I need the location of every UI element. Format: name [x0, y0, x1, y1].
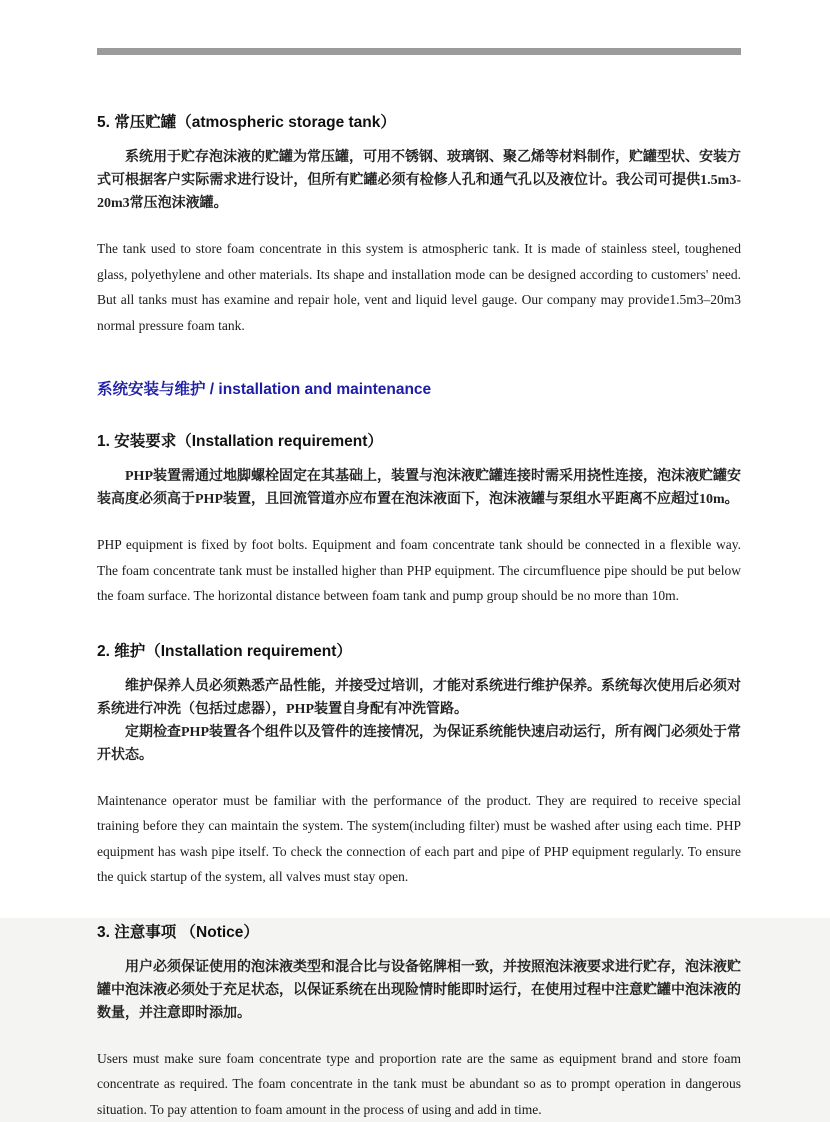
section-2-chinese-paragraph: 维护保养人员必须熟悉产品性能，并接受过培训，才能对系统进行维护保养。系统每次使用后必须对系统进行冲洗（包括过虑器），PHP装置自身配有冲洗管路。	[97, 675, 741, 721]
section-2-heading: 2. 维护（Installation requirement）	[97, 639, 741, 661]
section-2-chinese-paragraph-2: 定期检查PHP装置各个组件以及管件的连接情况，为保证系统能快速启动运行，所有阀门必须处于常开状态。	[97, 721, 741, 767]
top-divider-rule	[97, 48, 741, 55]
tank-section-chinese-paragraph: 系统用于贮存泡沫液的贮罐为常压罐，可用不锈钢、玻璃钢、聚乙烯等材料制作，贮罐型状、安装方式可根据客户实际需求进行设计，但所有贮罐必须有检修人孔和通气孔以及液位计。我公司可提供1.5m3-20m3常压泡沫液罐。	[97, 146, 741, 215]
tank-section-english-paragraph: The tank used to store foam concentrate in this system is atmospheric tank. It is made of stainless steel, toughened glass, polyethylene and other materials. Its shape and installation mode can be designed according to customers' need. But all tanks must has examine and repair hole, vent and liquid level gauge. Our company may provide1.5m3–20m3 normal pressure foam tank.	[97, 236, 741, 338]
section-1-english-paragraph: PHP equipment is fixed by foot bolts. Equipment and foam concentrate tank should be connected in a flexible way. The foam concentrate tank must be installed higher than PHP equipment. The circumfluence pipe should be put below the foam surface. The horizontal distance between foam tank and pump group should be no more than 10m.	[97, 532, 741, 609]
tank-section-heading: 5. 常压贮罐（atmospheric storage tank）	[97, 110, 741, 132]
section-1-heading: 1. 安装要求（Installation requirement）	[97, 429, 741, 451]
section-2-english-paragraph: Maintenance operator must be familiar with the performance of the product. They are required to receive special training before they can maintain the system. The system(including filter) must be washed after using each time. PHP equipment has wash pipe itself. To check the connection of each part and pipe of PHP equipment regularly. To ensure the quick startup of the system, all valves must stay open.	[97, 788, 741, 890]
section-3-english-paragraph: Users must make sure foam concentrate type and proportion rate are the same as equipment brand and store foam concentrate as required. The foam concentrate in the tank must be abundant so as to prompt operation in dangerous situation. To pay attention to foam amount in the process of using and add in time.	[97, 1046, 741, 1122]
section-1-chinese-paragraph: PHP装置需通过地脚螺栓固定在其基础上，装置与泡沫液贮罐连接时需采用挠性连接，泡沫液贮罐安装高度必须高于PHP装置，且回流管道亦应布置在泡沫液面下，泡沫液罐与泵组水平距离不应超过10m。	[97, 465, 741, 511]
section-3-chinese-paragraph: 用户必须保证使用的泡沫液类型和混合比与设备铭牌相一致，并按照泡沫液要求进行贮存，泡沫液贮罐中泡沫液必须处于充足状态，以保证系统在出现险情时能即时运行，在使用过程中注意贮罐中泡沫液的数量，并注意即时添加。	[97, 956, 741, 1025]
page-content	[97, 0, 741, 1122]
section-3-heading: 3. 注意事项 （Notice）	[97, 920, 741, 942]
installation-maintenance-heading: 系统安装与维护 / installation and maintenance	[97, 377, 741, 399]
